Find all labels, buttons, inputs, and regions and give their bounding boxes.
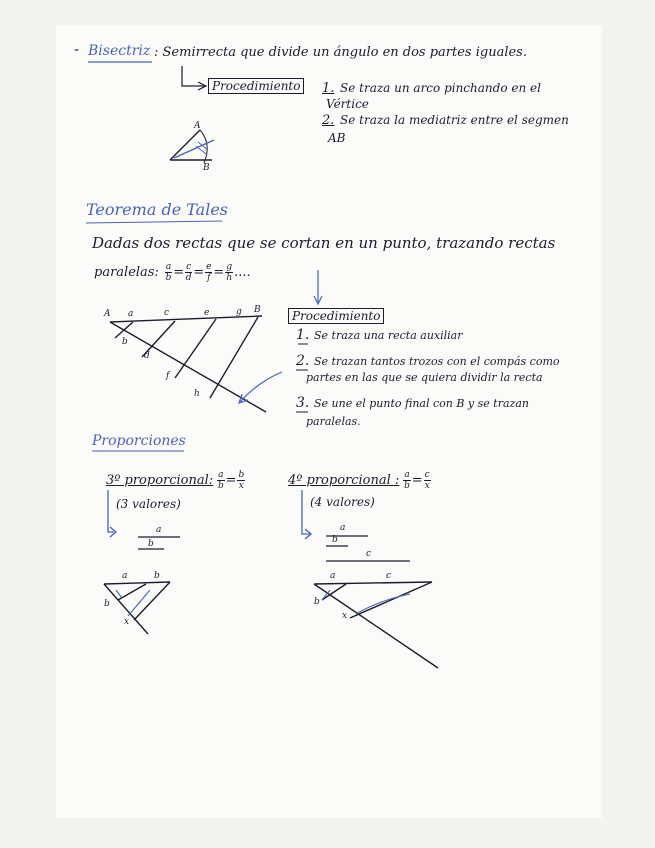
bisectriz-procedure-box: Procedimiento: [208, 78, 304, 94]
fourth-proportional-label: 4º proporcional :: [288, 473, 400, 488]
tales-intro-line1: Dadas dos rectas que se cortan en un punto, trazando rectas: [92, 234, 556, 252]
bisectriz-step2-cont: AB: [328, 131, 346, 145]
third-seg-a-label: a: [156, 525, 162, 535]
frac-den: h: [226, 273, 233, 283]
tales-step2-cont: partes en las que se quiera dividir la recta: [306, 371, 543, 384]
bisectriz-step2-num: 2.: [322, 113, 335, 128]
tales-figure: [110, 316, 266, 412]
frac-num: g: [226, 262, 233, 272]
third-proportional-figure: [104, 582, 170, 634]
bisectriz-step1-text: Se traza un arco pinchando en el: [340, 81, 541, 95]
frac-num: a: [218, 470, 224, 480]
frac-num: a: [165, 262, 172, 272]
frac-den: b: [404, 481, 410, 491]
fourth-proportional-figure: [314, 582, 438, 668]
tales-label-B: B: [254, 305, 261, 315]
frac-den: x: [238, 481, 244, 491]
tales-ellipsis: ....: [234, 265, 251, 280]
bisectriz-dash: -: [74, 40, 80, 58]
fourth-frac-2: [424, 470, 431, 491]
frac-num: b: [238, 470, 245, 480]
bisectriz-step2-text: Se traza la mediatriz entre el segmen: [340, 113, 569, 127]
fourth-proportional-formula: 4º proporcional : $\frac{a}{b}$ = $\frac{c}{x}$: [288, 470, 430, 491]
frac-den: f: [207, 273, 211, 283]
bisectriz-figure: [170, 130, 214, 163]
third-fig-b2-label: b: [104, 599, 110, 609]
tales-step2-num: 2.: [296, 353, 310, 369]
fourth-fig-c-label: c: [386, 571, 392, 581]
tales-frac-1: [165, 262, 172, 283]
tales-step3-num: 3.: [296, 395, 310, 411]
tales-label-f: f: [166, 371, 170, 381]
fourth-frac-1: [403, 470, 410, 491]
tales-label-A: A: [104, 309, 111, 319]
tales-label-h: h: [194, 389, 200, 399]
tales-step3-text: Se une el punto final con B y se trazan: [314, 397, 529, 410]
tales-label-e: e: [204, 308, 210, 318]
tales-frac-3: [205, 262, 212, 283]
third-fig-x-label: x: [124, 617, 130, 627]
third-seg-b-label: b: [148, 539, 154, 549]
bisectriz-label-a: A: [194, 121, 201, 131]
tales-label-c: c: [164, 308, 170, 318]
frac-den: d: [185, 273, 192, 283]
bisectriz-label-b: B: [203, 163, 210, 173]
tales-step1-num: 1.: [296, 327, 310, 343]
frac-num: c: [424, 470, 430, 480]
tales-label-a: a: [128, 309, 134, 319]
fourth-fig-a-label: a: [330, 571, 336, 581]
tales-intro-line2: paralelas:: [94, 265, 159, 280]
tales-step1-text: Se traza una recta auxiliar: [314, 329, 463, 342]
bisectriz-step1-num: 1.: [322, 81, 335, 96]
tales-step2-text: Se trazan tantos trozos con el compás como: [314, 355, 560, 368]
fourth-fig-b-label: b: [314, 597, 320, 607]
tales-step3-cont: paralelas.: [306, 415, 361, 428]
proporciones-title: Proporciones: [92, 433, 186, 449]
frac-den: x: [424, 481, 430, 491]
frac-num: c: [186, 262, 192, 272]
third-proportional-formula: 3º proporcional: $\frac{a}{b}$ = $\frac{b}{x}$: [106, 470, 245, 491]
tales-proportion: paralelas: $\frac{a}{b}$ = $\frac{c}{d}$ = $\frac{e}{f}$ = $\frac{g}{h}$ ....: [94, 262, 251, 283]
bisectriz-definition: : Semirrecta que divide un ángulo en dos partes iguales.: [154, 45, 527, 60]
tales-label-b: b: [122, 337, 128, 347]
fourth-seg-c-label: c: [366, 549, 372, 559]
fourth-seg-b-label: b: [332, 535, 338, 545]
third-fig-b-label: b: [154, 571, 160, 581]
third-proportional-note: (3 valores): [116, 497, 181, 511]
bisectriz-step1-cont: Vértice: [326, 97, 369, 111]
third-frac-2: [237, 470, 245, 491]
frac-den: b: [217, 481, 224, 491]
bisectriz-title: Bisectriz: [88, 43, 151, 59]
fourth-fig-x-label: x: [342, 611, 348, 621]
frac-num: a: [404, 470, 410, 480]
fourth-proportional-note: (4 valores): [310, 495, 375, 509]
frac-den: b: [165, 273, 172, 283]
third-frac-1: [217, 470, 224, 491]
tales-label-d: d: [144, 351, 150, 361]
third-fig-a-label: a: [122, 571, 128, 581]
tales-frac-4: [225, 262, 233, 283]
third-proportional-label: 3º proporcional:: [106, 473, 214, 488]
tales-label-g: g: [236, 307, 242, 317]
fourth-seg-a-label: a: [340, 523, 346, 533]
tales-procedure-box: Procedimiento: [288, 308, 384, 324]
frac-num: e: [206, 262, 212, 272]
tales-title: Teorema de Tales: [86, 200, 229, 219]
tales-frac-2: [185, 262, 192, 283]
